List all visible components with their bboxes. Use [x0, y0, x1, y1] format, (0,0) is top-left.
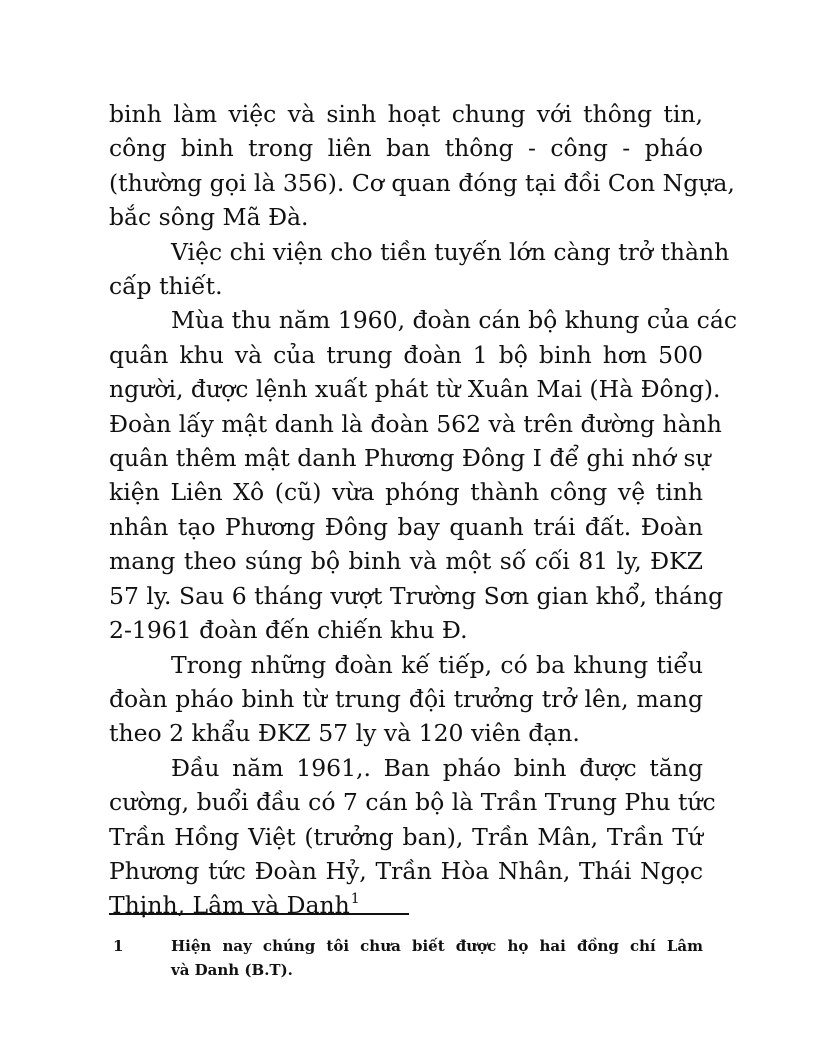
text-line: Việc chi viện cho tiền tuyến lớn càng trở thành [171, 237, 730, 266]
text-line: Phương tức Đoàn Hỷ, Trần Hòa Nhân, Thái Ngọc [109, 856, 703, 885]
text-line: 2-1961 đoàn đến chiến khu Đ. [109, 616, 468, 645]
footnote-rule [109, 913, 409, 915]
text-line: mang theo súng bộ binh và một số cối 81 ly, ĐKZ [109, 547, 703, 576]
text-line: Đầu năm 1961,. Ban pháo binh được tăng [171, 753, 703, 782]
text-line: Thịnh, Lâm và Danh$^1$ [109, 891, 360, 920]
text-line: (thường gọi là 356). Cơ quan đóng tại đồi Con Ngựa, [109, 168, 735, 197]
footnote-text [171, 934, 703, 982]
footnote-line: Hiện nay chúng tôi chưa biết được họ hai đồng chí Lâm [171, 937, 703, 955]
text-line: đoàn pháo binh từ trung đội trưởng trở lên, mang [109, 684, 703, 713]
footnote-reference[interactable]: 1 [350, 891, 360, 908]
text-line: Trong những đoàn kế tiếp, có ba khung tiểu [171, 650, 703, 679]
text-line: nhân tạo Phương Đông bay quanh trái đất. Đoàn [109, 512, 703, 541]
text-line: 57 ly. Sau 6 tháng vượt Trường Sơn gian khổ, tháng [109, 581, 724, 610]
footnote-line: và Danh (B.T). [171, 961, 293, 979]
paragraph [109, 235, 730, 304]
text-line: Mùa thu năm 1960, đoàn cán bộ khung của các [171, 306, 738, 335]
text-line: theo 2 khẩu ĐKZ 57 ly và 120 viên đạn. [109, 719, 580, 748]
text-line: kiện Liên Xô (cũ) vừa phóng thành công vệ tinh [109, 478, 703, 507]
text-line: công binh trong liên ban thông - công - pháo [109, 134, 703, 163]
text-line: bắc sông Mã Đà. [109, 203, 309, 232]
text-line: người, được lệnh xuất phát từ Xuân Mai (Hà Đông). [109, 375, 721, 404]
paragraph [109, 648, 703, 751]
text-line: quân khu và của trung đoàn 1 bộ binh hơn 500 [109, 340, 703, 369]
footnote [109, 934, 703, 982]
footnote-mark: 1 [113, 937, 124, 955]
paragraph [109, 303, 738, 647]
text-line: Đoàn lấy mật danh là đoàn 562 và trên đường hành [109, 409, 722, 438]
text-line: quân thêm mật danh Phương Đông I để ghi nhớ sự [109, 444, 711, 473]
paragraph [109, 751, 716, 923]
text-line: cường, buổi đầu có 7 cán bộ là Trần Trung Phu tức [109, 788, 716, 817]
paragraph [109, 97, 735, 235]
body-text [109, 97, 738, 923]
text-line: Trần Hồng Việt (trưởng ban), Trần Mân, Trần Tứ [109, 822, 703, 851]
text-line: cấp thiết. [109, 272, 223, 301]
text-line: binh làm việc và sinh hoạt chung với thông tin, [109, 100, 703, 128]
